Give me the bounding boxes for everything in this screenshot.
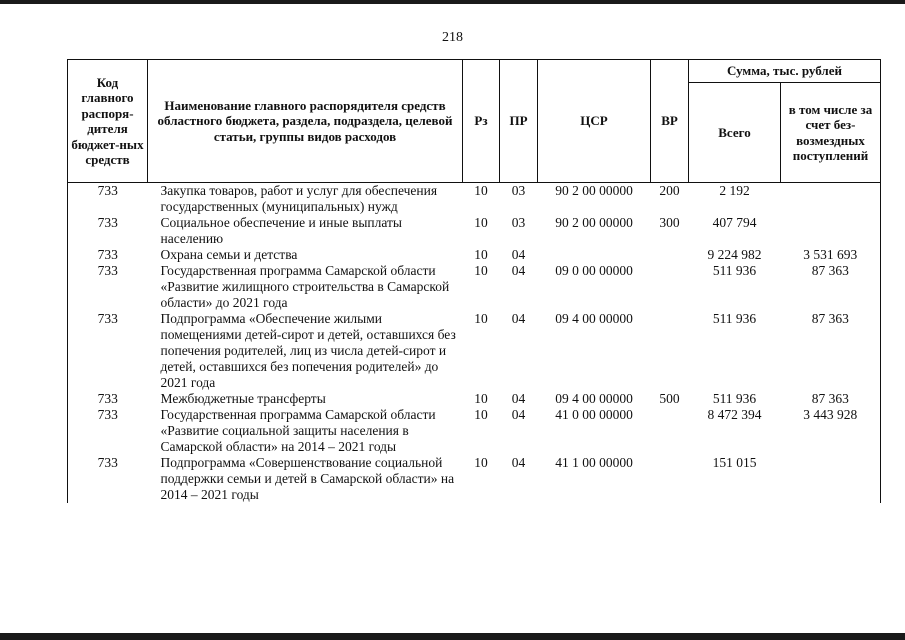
page-number: 218 bbox=[442, 30, 463, 45]
cell-csr: 09 4 00 00000 bbox=[555, 311, 633, 326]
cell-total: 407 794 bbox=[712, 215, 757, 230]
cell-csr: 90 2 00 00000 bbox=[555, 183, 633, 198]
cell-vr: 300 bbox=[659, 215, 680, 230]
cell-code: 733 bbox=[68, 311, 148, 391]
table-row bbox=[68, 391, 881, 407]
cell-incl: 87 363 bbox=[781, 311, 881, 391]
cell-total: 9 224 982 bbox=[707, 247, 762, 262]
cell-code: 733 bbox=[68, 455, 148, 503]
table-row bbox=[68, 407, 881, 455]
cell-total: 511 936 bbox=[712, 391, 757, 406]
cell-total: 151 015 bbox=[712, 455, 757, 470]
header-csr: ЦСР bbox=[538, 60, 651, 183]
cell-incl bbox=[781, 455, 881, 503]
cell-pr: 04 bbox=[511, 311, 526, 326]
table-row bbox=[68, 215, 881, 247]
cell-pr: 04 bbox=[511, 263, 526, 278]
cell-csr bbox=[538, 247, 651, 263]
cell-vr: 500 bbox=[659, 391, 680, 406]
header-name: Наименование главного распорядителя средств областного бюджета, раздела, подраздела, целевой статьи, группы видов расходов bbox=[148, 60, 463, 183]
cell-rz: 10 bbox=[474, 455, 488, 470]
cell-vr bbox=[651, 407, 689, 455]
cell-vr bbox=[651, 455, 689, 503]
cell-rz: 10 bbox=[474, 391, 488, 406]
cell-incl: 87 363 bbox=[781, 391, 881, 407]
cell-vr: 200 bbox=[659, 183, 680, 198]
table-row bbox=[68, 263, 881, 311]
table-row bbox=[68, 247, 881, 263]
cell-code: 733 bbox=[68, 391, 148, 407]
cell-code: 733 bbox=[68, 183, 148, 216]
cell-rz: 10 bbox=[474, 215, 488, 230]
cell-csr: 09 4 00 00000 bbox=[555, 391, 633, 406]
table-header bbox=[68, 60, 881, 183]
cell-code: 733 bbox=[68, 247, 148, 263]
cell-name: Подпрограмма «Совершенствование социальной поддержки семьи и детей в Самарской области» на 2014 – 2021 годы bbox=[160, 455, 455, 502]
budget-table bbox=[67, 59, 881, 503]
table-row bbox=[68, 311, 881, 391]
cell-vr bbox=[651, 263, 689, 311]
cell-total: 511 936 bbox=[712, 311, 757, 326]
cell-name: Закупка товаров, работ и услуг для обеспечения государственных (муниципальных) нужд bbox=[160, 183, 438, 214]
cell-name: Межбюджетные трансферты bbox=[160, 391, 326, 406]
cell-pr: 04 bbox=[511, 247, 526, 262]
cell-name: Подпрограмма «Обеспечение жилыми помещениями детей-сирот и детей, оставшихся без попечения родителей, лиц из числа детей-сирот и детей, оставшихся без попечения родителей» до 2021 года bbox=[160, 311, 456, 390]
cell-total: 2 192 bbox=[719, 183, 750, 198]
header-rz: Рз bbox=[463, 60, 500, 183]
cell-csr: 41 0 00 00000 bbox=[555, 407, 633, 422]
cell-pr: 04 bbox=[511, 407, 526, 422]
header-total: Всего bbox=[689, 83, 781, 183]
cell-csr: 90 2 00 00000 bbox=[555, 215, 633, 230]
cell-code: 733 bbox=[68, 215, 148, 247]
header-incl: в том числе за счет без-возмездных поступлений bbox=[781, 83, 881, 183]
cell-total: 511 936 bbox=[712, 263, 757, 278]
cell-pr: 04 bbox=[511, 391, 526, 406]
cell-name: Социальное обеспечение и иные выплаты населению bbox=[160, 215, 402, 246]
cell-rz: 10 bbox=[474, 311, 488, 326]
cell-rz: 10 bbox=[474, 183, 488, 198]
cell-vr bbox=[651, 311, 689, 391]
table-body bbox=[68, 183, 881, 504]
cell-name: Государственная программа Самарской области «Развитие социальной защиты населения в Самарской области» на 2014 – 2021 годы bbox=[160, 407, 436, 454]
cell-vr bbox=[651, 247, 689, 263]
header-code: Код главного распоря-дителя бюджет-ных средств bbox=[68, 60, 148, 183]
header-vr: ВР bbox=[651, 60, 689, 183]
cell-total: 8 472 394 bbox=[707, 407, 762, 422]
cell-incl bbox=[781, 215, 881, 247]
header-pr: ПР bbox=[500, 60, 538, 183]
cell-name: Охрана семьи и детства bbox=[160, 247, 298, 262]
cell-incl: 3 443 928 bbox=[781, 407, 881, 455]
cell-csr: 09 0 00 00000 bbox=[555, 263, 633, 278]
cell-csr: 41 1 00 00000 bbox=[555, 455, 633, 470]
cell-pr: 03 bbox=[511, 183, 526, 198]
cell-incl: 3 531 693 bbox=[781, 247, 881, 263]
cell-pr: 03 bbox=[511, 215, 526, 230]
bottom-border bbox=[0, 633, 905, 640]
table-row bbox=[68, 455, 881, 503]
cell-rz: 10 bbox=[474, 263, 488, 278]
table-row bbox=[68, 183, 881, 216]
header-sum: Сумма, тыс. рублей bbox=[689, 60, 881, 83]
top-border bbox=[0, 0, 905, 4]
cell-rz: 10 bbox=[474, 407, 488, 422]
cell-code: 733 bbox=[68, 407, 148, 455]
cell-incl: 87 363 bbox=[781, 263, 881, 311]
cell-pr: 04 bbox=[511, 455, 526, 470]
cell-code: 733 bbox=[68, 263, 148, 311]
cell-name: Государственная программа Самарской области «Развитие жилищного строительства в Самарской области» до 2021 года bbox=[160, 263, 450, 310]
cell-rz: 10 bbox=[474, 247, 488, 262]
cell-incl bbox=[781, 183, 881, 216]
